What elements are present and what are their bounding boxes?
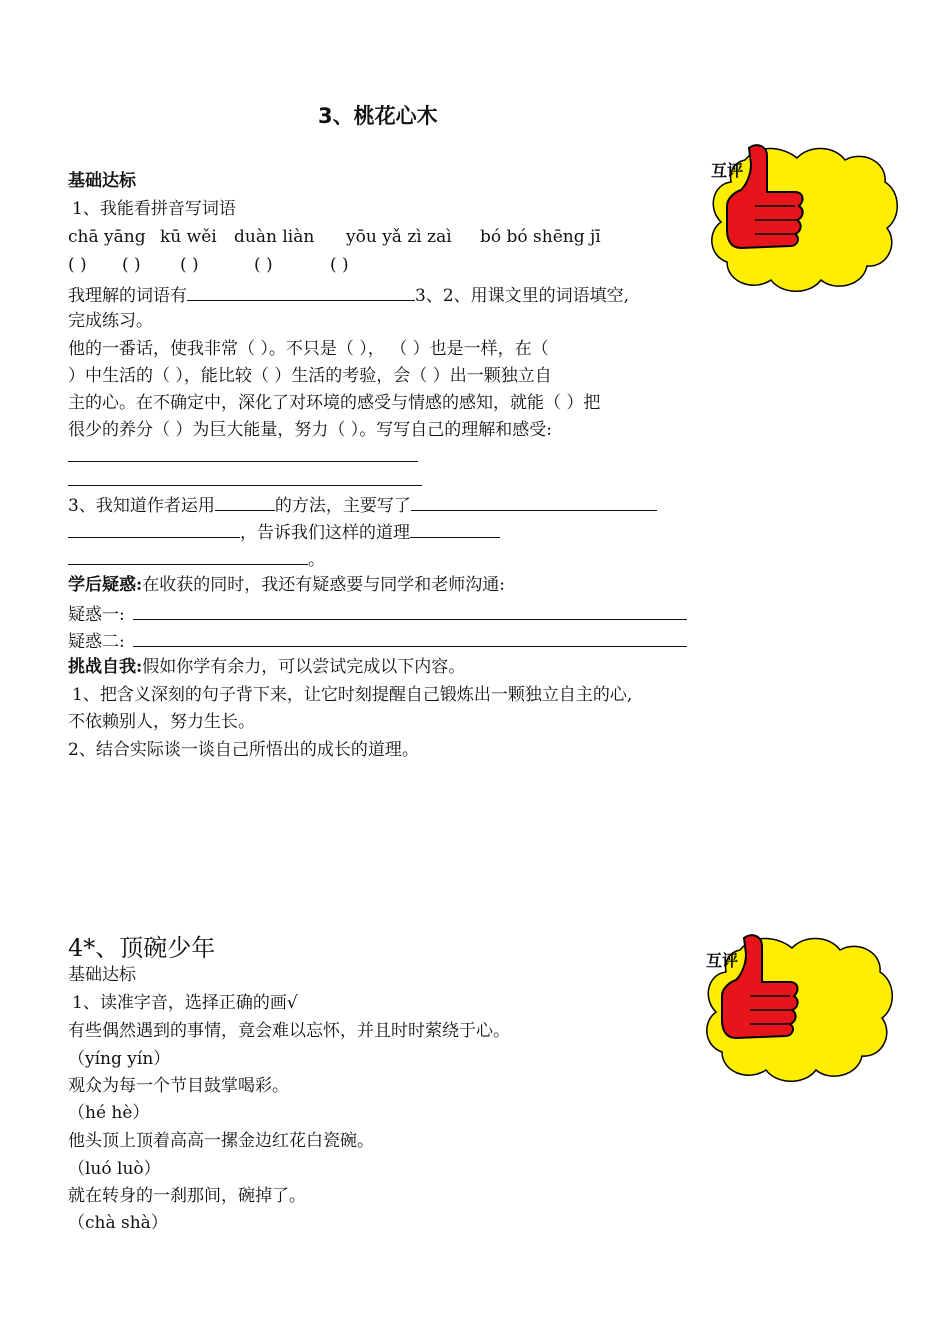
lesson4-title: 4*、顶碗少年 <box>68 934 216 962</box>
bracket-row <box>68 254 349 278</box>
badge-label: 互评 <box>706 951 739 970</box>
lesson4-section-basic: 基础达标 <box>68 965 136 985</box>
badge-label: 互评 <box>711 161 744 180</box>
reflection-line-2[interactable] <box>68 485 422 486</box>
pinyin-3: duàn liàn <box>234 227 315 247</box>
pinyin-4: yōu yǎ zì zaì <box>346 227 452 247</box>
answer-blank-1: ( ) <box>68 255 87 275</box>
answer-blank-4: ( ) <box>254 255 273 275</box>
pinyin-row <box>68 226 601 250</box>
peer-review-thumb-icon <box>700 930 900 1090</box>
reading-choices-1[interactable]: （yíng yín） <box>68 1049 171 1069</box>
question-1-heading: 1、我能看拼音写词语 <box>72 199 236 219</box>
reflection-line-1[interactable] <box>68 461 418 462</box>
doubt-2-row: 疑惑二: <box>68 628 687 652</box>
answer-blank-2: ( ) <box>122 255 141 275</box>
doubt-1-row: 疑惑一: <box>68 601 687 625</box>
section-basic-heading: 基础达标 <box>68 171 136 191</box>
challenge-item-2: 2、结合实际谈一谈自己所悟出的成长的道理。 <box>68 740 419 760</box>
answer-blank-3: ( ) <box>180 255 199 275</box>
question-3-line-2: ，告诉我们这样的道理 <box>68 519 500 543</box>
peer-review-thumb-icon <box>705 140 905 300</box>
fill-paragraph-3: 主的心。在不确定中，深化了对环境的感受与情感的感知，就能（ ）把 <box>68 393 601 413</box>
fill-paragraph-1: 他的一番话，使我非常（ ）。不只是（ ）， （ ）也是一样，在（ <box>68 339 549 359</box>
reading-choices-2[interactable]: （hé hè） <box>68 1103 150 1123</box>
reading-sentence-4: 就在转身的一刹那间，碗掉了。 <box>68 1186 306 1206</box>
reading-choices-3[interactable]: （luó luò） <box>68 1159 161 1179</box>
method-blank[interactable] <box>215 492 275 511</box>
understand-blank[interactable] <box>187 282 415 301</box>
question-3-line: 3、我知道作者运用 的方法，主要写了 <box>68 492 657 516</box>
fill-paragraph-2: ）中生活的（ ），能比较（ ）生活的考验，会（ ）出一颗独立自 <box>68 366 552 386</box>
doubt-heading: 学后疑惑:在收获的同时，我还有疑惑要与同学和老师沟通: <box>68 575 506 595</box>
pinyin-2: kū wěi <box>160 227 217 247</box>
challenge-item-1: 1、把含义深刻的句子背下来，让它时刻提醒自己锻炼出一颗独立自主的心, <box>72 685 633 705</box>
doubt-1-blank[interactable] <box>133 601 687 620</box>
content-blank[interactable] <box>411 492 657 511</box>
reading-choices-4[interactable]: （chà shà） <box>68 1213 168 1233</box>
lesson-blank-2[interactable] <box>68 546 308 565</box>
reading-sentence-3: 他头顶上顶着高高一摞金边红花白瓷碗。 <box>68 1131 374 1151</box>
pinyin-1: chā yāng <box>68 227 146 247</box>
lesson4-question-1: 1、读准字音，选择正确的画√ <box>72 993 298 1013</box>
lesson-blank[interactable] <box>410 519 500 538</box>
content-blank-2[interactable] <box>68 519 240 538</box>
complete-exercise-line: 完成练习。 <box>68 311 153 331</box>
challenge-heading: 挑战自我:假如你学有余力，可以尝试完成以下内容。 <box>68 657 466 677</box>
reading-sentence-1: 有些偶然遇到的事情，竟会难以忘怀，并且时时萦绕于心。 <box>68 1021 510 1041</box>
lesson3-title: 3、桃花心木 <box>318 104 438 128</box>
answer-blank-5: ( ) <box>330 255 349 275</box>
pinyin-5: bó bó shēng jī <box>480 227 601 247</box>
understand-line: 我理解的词语有 3、2、用课文里的词语填空, <box>68 282 629 306</box>
question-3-line-3: 。 <box>68 546 325 570</box>
challenge-item-1-cont: 不依赖别人，努力生长。 <box>68 712 255 732</box>
reading-sentence-2: 观众为每一个节目鼓掌喝彩。 <box>68 1076 289 1096</box>
fill-paragraph-4: 很少的养分（ ）为巨大能量，努力（ ）。写写自己的理解和感受: <box>68 420 553 440</box>
doubt-2-blank[interactable] <box>133 628 687 647</box>
